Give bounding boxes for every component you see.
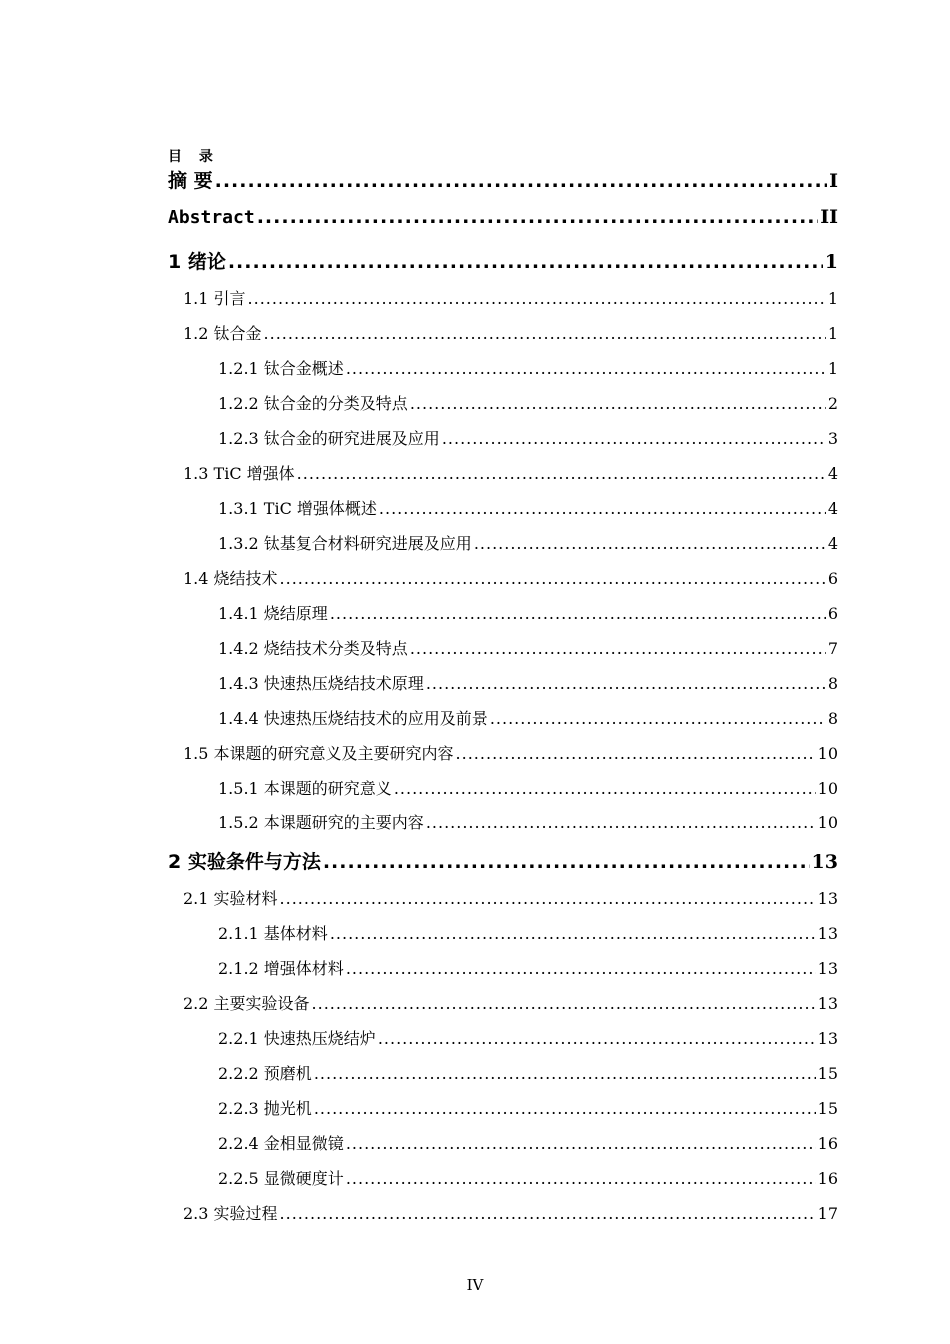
toc-entry-page: 4: [827, 534, 838, 553]
toc-entry-page: 16: [817, 1169, 838, 1188]
dot-leader: [323, 851, 810, 873]
dot-leader: [330, 604, 826, 623]
toc-entry-page: 8: [827, 674, 838, 693]
toc-entry-page: 10: [817, 813, 838, 832]
toc-entry[interactable]: [218, 1096, 838, 1119]
dot-leader: [426, 674, 826, 693]
toc-entry[interactable]: [218, 1061, 838, 1084]
toc-entry[interactable]: [183, 1201, 838, 1224]
toc-entry-title: 摘 要: [168, 170, 213, 192]
toc-entry-title: 1.5 本课题的研究意义及主要研究内容: [183, 744, 454, 763]
toc-entry[interactable]: [183, 991, 838, 1014]
toc-entry-page: 10: [817, 779, 838, 798]
toc-entry-page: 8: [827, 709, 838, 728]
toc-entry-page: 4: [827, 499, 838, 518]
dot-leader: [346, 1134, 816, 1153]
dot-leader: [215, 170, 827, 192]
toc-entry-title: 1.4.3 快速热压烧结技术原理: [218, 674, 424, 693]
dot-leader: [228, 251, 823, 273]
toc-entry[interactable]: [218, 601, 838, 624]
toc-entry[interactable]: [183, 566, 838, 589]
toc-entry-title: 2.3 实验过程: [183, 1204, 278, 1223]
toc-entry-page: 1: [827, 289, 838, 308]
toc-entry[interactable]: [218, 776, 838, 799]
toc-entry[interactable]: [168, 847, 838, 874]
dot-leader: [474, 534, 826, 553]
toc-entry-page: 7: [827, 639, 838, 658]
dot-leader: [410, 394, 826, 413]
toc-entry-title: 1.2.1 钛合金概述: [218, 359, 344, 378]
toc-entry-title: 1.2.2 钛合金的分类及特点: [218, 394, 408, 413]
dot-leader: [280, 1204, 816, 1223]
dot-leader: [378, 1029, 816, 1048]
toc-entry-page: 16: [817, 1134, 838, 1153]
toc-entry[interactable]: [218, 1026, 838, 1049]
toc-entry-title: Abstract: [168, 207, 255, 228]
dot-leader: [248, 289, 826, 308]
dot-leader: [314, 1064, 816, 1083]
toc-entry-page: 17: [817, 1204, 838, 1223]
dot-leader: [257, 206, 819, 228]
toc-entry-page: 10: [817, 744, 838, 763]
toc-entry[interactable]: [218, 706, 838, 729]
toc-entry-page: 2: [827, 394, 838, 413]
toc-entry-title: 1.2.3 钛合金的研究进展及应用: [218, 429, 440, 448]
toc-entry-page: 15: [817, 1099, 838, 1118]
dot-leader: [280, 889, 816, 908]
toc-entry[interactable]: [183, 321, 838, 344]
toc-entry[interactable]: [168, 166, 838, 193]
toc-entry-page: 13: [811, 851, 838, 873]
dot-leader: [314, 1099, 816, 1118]
toc-entry-title: 2.1.2 增强体材料: [218, 959, 344, 978]
toc-entry[interactable]: [218, 426, 838, 449]
dot-leader: [426, 813, 816, 832]
toc-entry-title: 1.4 烧结技术: [183, 569, 278, 588]
toc-entry-page: 13: [817, 959, 838, 978]
toc-entry-title: 1.3 TiC 增强体: [183, 464, 295, 483]
toc-entry[interactable]: [218, 391, 838, 414]
toc-entry[interactable]: [168, 247, 838, 274]
toc-entry-page: 13: [817, 994, 838, 1013]
toc-entry[interactable]: [218, 1131, 838, 1154]
dot-leader: [346, 1169, 816, 1188]
toc-entry-page: 6: [827, 569, 838, 588]
toc-entry[interactable]: [218, 810, 838, 833]
toc-entry-title: 1.5.2 本课题研究的主要内容: [218, 813, 424, 832]
toc-entry[interactable]: [218, 671, 838, 694]
toc-entry[interactable]: [218, 356, 838, 379]
dot-leader: [297, 464, 826, 483]
toc-entry[interactable]: [168, 206, 838, 228]
toc-entry-title: 1.3.2 钛基复合材料研究进展及应用: [218, 534, 472, 553]
toc-entry[interactable]: [218, 636, 838, 659]
dot-leader: [394, 779, 816, 798]
toc-entry-page: 6: [827, 604, 838, 623]
dot-leader: [346, 959, 816, 978]
dot-leader: [312, 994, 816, 1013]
toc-entry-page: 1: [824, 251, 838, 273]
dot-leader: [280, 569, 826, 588]
toc-entry-page: I: [829, 170, 838, 192]
dot-leader: [410, 639, 826, 658]
toc-entry-page: 1: [827, 324, 838, 343]
toc-entry-title: 2.2.3 抛光机: [218, 1099, 312, 1118]
dot-leader: [379, 499, 826, 518]
page-number: IV: [466, 1276, 484, 1294]
toc-entry-title: 2.2.5 显微硬度计: [218, 1169, 344, 1188]
toc-heading: 目 录: [168, 149, 219, 165]
toc-entry[interactable]: [218, 921, 838, 944]
toc-entry[interactable]: [218, 496, 838, 519]
toc-entry[interactable]: [218, 531, 838, 554]
dot-leader: [330, 924, 816, 943]
toc-entry-title: 2 实验条件与方法: [168, 851, 321, 873]
toc-entry-title: 2.2.4 金相显微镜: [218, 1134, 344, 1153]
toc-entry-title: 1.1 引言: [183, 289, 246, 308]
toc-entry-title: 2.1.1 基体材料: [218, 924, 328, 943]
toc-entry-title: 2.2.2 预磨机: [218, 1064, 312, 1083]
toc-entry[interactable]: [183, 461, 838, 484]
toc-entry-title: 2.2.1 快速热压烧结炉: [218, 1029, 376, 1048]
toc-entry[interactable]: [183, 886, 838, 909]
toc-entry-page: 1: [827, 359, 838, 378]
toc-entry-page: 3: [827, 429, 838, 448]
dot-leader: [442, 429, 826, 448]
toc-entry-page: 4: [827, 464, 838, 483]
toc-entry[interactable]: [183, 286, 838, 309]
toc-entry-title: 2.2 主要实验设备: [183, 994, 310, 1013]
dot-leader: [264, 324, 826, 343]
toc-entry[interactable]: [183, 741, 838, 764]
toc-entry-page: 13: [817, 889, 838, 908]
toc-entry-page: 13: [817, 924, 838, 943]
toc-entry-title: 1.2 钛合金: [183, 324, 262, 343]
toc-entry-title: 1.4.1 烧结原理: [218, 604, 328, 623]
dot-leader: [490, 709, 826, 728]
toc-entry-title: 2.1 实验材料: [183, 889, 278, 908]
dot-leader: [346, 359, 826, 378]
toc-entry-title: 1.5.1 本课题的研究意义: [218, 779, 392, 798]
dot-leader: [456, 744, 816, 763]
toc-entry-title: 1 绪论: [168, 251, 226, 273]
toc-entry-page: 13: [817, 1029, 838, 1048]
toc-entry-page: II: [820, 206, 838, 228]
toc-entry[interactable]: [218, 1166, 838, 1189]
toc-entry-title: 1.4.2 烧结技术分类及特点: [218, 639, 408, 658]
toc-entry-title: 1.3.1 TiC 增强体概述: [218, 499, 377, 518]
toc-entry-page: 15: [817, 1064, 838, 1083]
toc-entry[interactable]: [218, 956, 838, 979]
toc-entry-title: 1.4.4 快速热压烧结技术的应用及前景: [218, 709, 488, 728]
